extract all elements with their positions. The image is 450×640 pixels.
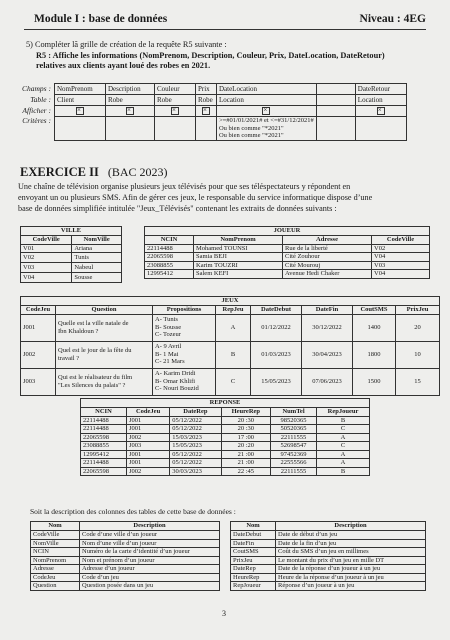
grid-label-champs: Champs : (22, 84, 51, 93)
table-cell: Sousse (72, 273, 122, 283)
query-grid (20, 83, 407, 141)
cell-line: C- Nouri Bouzid (155, 385, 199, 393)
table-cell: 1400 (353, 314, 396, 341)
table-row (31, 531, 220, 540)
table-cell: A (317, 450, 370, 459)
column-header: PrixJeu (396, 305, 440, 314)
exercice-heading (20, 165, 168, 180)
table-cell: 22 :45 (221, 467, 271, 476)
cell-line: Ibn Khaldoun ? (58, 327, 99, 335)
table-cell: C (216, 368, 251, 395)
table-cell: C (317, 442, 370, 451)
column-header: Description (80, 522, 220, 531)
table-row (21, 253, 122, 263)
table-cell: 12995412 (145, 270, 194, 279)
column-header: DateRep (170, 407, 221, 416)
column-header: Propositions (153, 305, 216, 314)
cell-line: B- Sousse (155, 323, 182, 331)
table-cell: 30/12/2022 (302, 314, 353, 341)
table-cell: V03 (21, 263, 72, 273)
column-header: Question (56, 305, 153, 314)
table-row (21, 263, 122, 273)
table-cell: J002 (126, 467, 169, 476)
cell-line: C- Tozeur (155, 331, 181, 339)
grid-cell: Client (54, 95, 105, 106)
column-header: CodeJeu (21, 305, 56, 314)
table-cell: V01 (21, 244, 72, 253)
show-checkbox[interactable] (262, 107, 270, 115)
paragraph-line: base de données simplifiée intitulée "Jeux_Télévisés" contenant les extraits de données suivants : (18, 203, 337, 213)
table-cell: Avenue Hedi Chaker (283, 270, 372, 279)
table-cell: Code d’un jeu (80, 573, 220, 582)
grid-cell: Robe (105, 95, 154, 106)
table-row (81, 433, 370, 442)
criteria-line: Ou bien comme "*2021" (218, 124, 284, 132)
table-row (81, 450, 370, 459)
column-header: CodeVille (372, 235, 430, 244)
table-cell: 22114488 (81, 459, 127, 468)
page-header (24, 11, 426, 30)
table-cell: Numéro de la carte d’identité d’un joueur (80, 548, 220, 557)
table-row (81, 442, 370, 451)
table-cell: J001 (126, 425, 169, 434)
column-header: HeureRep (221, 407, 271, 416)
table-cell: 30/04/2023 (302, 341, 353, 368)
table-cell: 05/12/2022 (170, 416, 221, 425)
table-cell: Réponse d’un joueur à un jeu (276, 582, 426, 591)
table-cell: 20 :20 (221, 442, 271, 451)
table-cell: 20 :30 (221, 425, 271, 434)
table-cell: B (317, 467, 370, 476)
table-cell: Date de la fin d’un jeu (276, 539, 426, 548)
table-description-1 (30, 521, 220, 591)
table-cell: CoutSMS (231, 548, 276, 557)
table-cell: 52698547 (271, 442, 317, 451)
table-cell: Ariana (72, 244, 122, 253)
table-cell: V04 (372, 253, 430, 262)
table-cell: 20 (396, 314, 440, 341)
table-row (31, 539, 220, 548)
table-row (81, 425, 370, 434)
grid-label-table: Table : (30, 95, 51, 104)
table-row (31, 573, 220, 582)
table-cell: DateFin (231, 539, 276, 548)
table-cell (105, 117, 154, 141)
table-cell: 01/12/2022 (251, 314, 302, 341)
table-cell: A (317, 433, 370, 442)
table-cell: 15/03/2023 (170, 433, 221, 442)
table-cell (56, 368, 153, 395)
table-row (31, 556, 220, 565)
column-header: DateDebut (251, 305, 302, 314)
column-header: NCIN (145, 235, 194, 244)
table-row (231, 539, 426, 548)
table-cell: NCIN (31, 548, 80, 557)
criteria-line: >=#01/01/2021# et <=#31/12/2021# (218, 117, 314, 124)
table-cell: J002 (21, 341, 56, 368)
table-cell: A (317, 459, 370, 468)
table-cell: 05/12/2022 (170, 450, 221, 459)
grid-label-criteres: Critères : (22, 116, 51, 125)
table-cell: 01/03/2023 (251, 341, 302, 368)
table-cell: Heure de la réponse d’un joueur à un jeu (276, 573, 426, 582)
table-cell: J003 (21, 368, 56, 395)
table-cell: Mohamed TOUNSI (194, 244, 283, 253)
table-cell: 12995412 (81, 450, 127, 459)
table-cell: HeureRep (231, 573, 276, 582)
table-cell: J001 (126, 416, 169, 425)
cell-line: Qui est le réalisateur du film (58, 374, 133, 381)
table-cell: Date de la réponse d’un joueur à un jeu (276, 565, 426, 574)
table-cell: B (317, 416, 370, 425)
table-ville (20, 226, 122, 283)
grid-cell: Robe (195, 95, 216, 106)
table-cell: V02 (372, 244, 430, 253)
grid-cell: DateLocation (216, 84, 316, 95)
table-cell: Rue de la liberté (283, 244, 372, 253)
column-header: NumTel (271, 407, 317, 416)
table-cell: 1500 (353, 368, 396, 395)
table-row (21, 341, 440, 368)
table-cell (56, 341, 153, 368)
table-cell: B (216, 341, 251, 368)
column-header: Description (276, 522, 426, 531)
grid-cell: Location (355, 95, 406, 106)
table-cell: 17 :00 (221, 433, 271, 442)
paragraph-line: Une chaîne de télévision organise plusieurs jeux télévisés pour que ses téléspectateurs y répondent en (18, 182, 351, 191)
table-cell: CodeVille (31, 531, 80, 540)
table-cell: 22065598 (145, 253, 194, 262)
table-cell (54, 106, 105, 117)
table-cell: Tunis (72, 253, 122, 263)
table-row (145, 244, 430, 253)
show-checkbox[interactable] (171, 107, 179, 115)
table-cell: 50520365 (271, 425, 317, 434)
show-checkbox[interactable] (76, 107, 84, 115)
table-cell: DateDebut (231, 531, 276, 540)
table-cell: 97452369 (271, 450, 317, 459)
grid-cell (316, 95, 355, 106)
table-cell (154, 106, 195, 117)
grid-cell: NomPrenom (54, 84, 105, 95)
column-header: CodeJeu (126, 407, 169, 416)
table-row (21, 314, 440, 341)
criteria-line: Ou bien comme "*2021" (218, 132, 284, 139)
table-cell: J002 (126, 433, 169, 442)
table-cell: Cité Mourouj (283, 261, 372, 270)
table-cell: V04 (21, 273, 72, 283)
table-cell: Samia BEJI (194, 253, 283, 262)
table-cell: Question (31, 582, 80, 591)
table-cell (355, 106, 406, 117)
table-row (145, 261, 430, 270)
table-cell: 10 (396, 341, 440, 368)
table-cell: Salem KEFI (194, 270, 283, 279)
table-cell: 23088855 (81, 442, 127, 451)
table-cell: 15/05/2023 (251, 368, 302, 395)
description-intro: Soit la description des colonnes des tables de cette base de données : (30, 507, 236, 516)
table-row (145, 253, 430, 262)
cell-line: Quelle est la ville natale de (58, 320, 129, 327)
column-header: Nom (31, 522, 80, 531)
table-cell: NomPrenom (31, 556, 80, 565)
page-number: 3 (222, 609, 226, 618)
table-cell: Adresse d’un joueur (80, 565, 220, 574)
exercice-title: EXERCICE II (20, 165, 99, 179)
table-cell: PrixJeu (231, 556, 276, 565)
table-cell (54, 117, 105, 141)
column-header: Adresse (283, 235, 372, 244)
exercice-subtitle: (BAC 2023) (107, 165, 168, 179)
table-row (231, 556, 426, 565)
table-cell: J001 (21, 314, 56, 341)
table-cell: J001 (126, 459, 169, 468)
cell-line: "Les Silences du palais" ? (58, 381, 126, 389)
table-cell: Le montant du prix d’un jeu en mille DT (276, 556, 426, 565)
cell-line: A- Karim Dridi (155, 370, 196, 378)
table-cell: 05/12/2022 (170, 459, 221, 468)
grid-cell: Couleur (154, 84, 195, 95)
q5-line-1: 5) Compléter lã grille de création de la requête R5 suivante : (26, 40, 227, 49)
table-cell: 30/03/2023 (170, 467, 221, 476)
table-title: JEUX (21, 297, 440, 306)
table-row (31, 565, 220, 574)
table-joueur (144, 226, 430, 279)
cell-line: B- 1 Mai (155, 350, 179, 358)
table-cell: 22114488 (145, 244, 194, 253)
grid-label-afficher: Afficher : (22, 106, 51, 115)
table-cell: C (317, 425, 370, 434)
column-header: RepJoueur (317, 407, 370, 416)
table-cell: V03 (372, 261, 430, 270)
table-cell (195, 106, 216, 117)
table-cell (154, 117, 195, 141)
column-header: RepJeu (216, 305, 251, 314)
table-title: VILLE (21, 227, 122, 236)
table-cell (153, 314, 216, 341)
q5-line-2: R5 : Affiche les informations (NomPrenom, Description, Couleur, Prix, DateLocation, DateRetour) (36, 50, 385, 60)
column-header: NomVille (72, 235, 122, 244)
table-cell: Karim TOUZRI (194, 261, 283, 270)
table-reponse (80, 398, 370, 476)
table-cell: V04 (372, 270, 430, 279)
table-cell: Cité Zouhour (283, 253, 372, 262)
column-header: CoutSMS (353, 305, 396, 314)
table-title: JOUEUR (145, 227, 430, 236)
column-header: Nom (231, 522, 276, 531)
table-row (21, 244, 122, 253)
table-cell: Nom et prénom d’un joueur (80, 556, 220, 565)
table-cell: J001 (126, 450, 169, 459)
show-checkbox[interactable] (377, 107, 385, 115)
cell-line: B- Omar Khlifi (155, 377, 196, 385)
table-cell: 98520365 (271, 416, 317, 425)
table-cell: Coût du SMS d’un jeu en millimes (276, 548, 426, 557)
table-cell: 22065598 (81, 433, 127, 442)
table-row (81, 467, 370, 476)
table-cell: Question posée dans un jeu (80, 582, 220, 591)
column-header: NomPrenom (194, 235, 283, 244)
grid-cell: Prix (195, 84, 216, 95)
table-jeux (20, 296, 440, 396)
question-5 (26, 40, 426, 72)
table-cell (195, 117, 216, 141)
show-checkbox[interactable] (126, 107, 134, 115)
grid-cell: DateRetour (355, 84, 406, 95)
table-cell: 22111555 (271, 467, 317, 476)
table-cell: 07/06/2023 (302, 368, 353, 395)
table-row (231, 565, 426, 574)
table-cell (153, 341, 216, 368)
table-cell: Adresse (31, 565, 80, 574)
table-cell: 1800 (353, 341, 396, 368)
table-cell: Date de début d’un jeu (276, 531, 426, 540)
grid-cell: Location (216, 95, 316, 106)
table-row (231, 548, 426, 557)
table-row (31, 582, 220, 591)
column-header: NCIN (81, 407, 127, 416)
show-checkbox[interactable] (202, 107, 210, 115)
table-cell (105, 106, 154, 117)
niveau-label: Niveau : 4EG (359, 13, 426, 25)
table-row (81, 459, 370, 468)
table-cell: 22114488 (81, 416, 127, 425)
intro-paragraph (18, 182, 432, 214)
column-header: DateFin (302, 305, 353, 314)
table-cell: 15/05/2023 (170, 442, 221, 451)
table-cell (316, 117, 355, 141)
table-row (21, 368, 440, 395)
cell-line: A- Tunis (155, 316, 178, 324)
table-cell: A (216, 314, 251, 341)
table-cell: 22555566 (271, 459, 317, 468)
table-cell: J003 (126, 442, 169, 451)
table-cell: 22065598 (81, 467, 127, 476)
cell-line: C- 21 Mars (155, 358, 185, 366)
table-row (145, 270, 430, 279)
table-cell (355, 117, 406, 141)
table-cell: 21 :00 (221, 459, 271, 468)
table-cell: 21 :00 (221, 450, 271, 459)
module-title: Module I : base de données (34, 13, 168, 25)
table-cell: 22111555 (271, 433, 317, 442)
table-cell: 23088855 (145, 261, 194, 270)
grid-cell (316, 84, 355, 95)
table-row (231, 582, 426, 591)
table-cell (216, 106, 316, 117)
table-cell: 20 :30 (221, 416, 271, 425)
table-cell: DateRep (231, 565, 276, 574)
criteria-cell (216, 117, 316, 141)
table-row (21, 273, 122, 283)
table-cell: 15 (396, 368, 440, 395)
grid-cell: Robe (154, 95, 195, 106)
table-cell: Nabeul (72, 263, 122, 273)
table-title: REPONSE (81, 399, 370, 408)
table-cell (153, 368, 216, 395)
table-cell (56, 314, 153, 341)
table-cell: Code d’une ville d’un joueur (80, 531, 220, 540)
table-cell: Nom d’une ville d’un joueur (80, 539, 220, 548)
table-row (31, 548, 220, 557)
table-row (231, 531, 426, 540)
cell-line: Quel est le jour de la fête du (58, 347, 132, 354)
table-cell: 22114488 (81, 425, 127, 434)
table-cell: RepJoueur (231, 582, 276, 591)
table-cell: 05/12/2022 (170, 425, 221, 434)
table-cell: NomVille (31, 539, 80, 548)
grid-cell: Description (105, 84, 154, 95)
table-cell: CodeJeu (31, 573, 80, 582)
table-row (231, 573, 426, 582)
cell-line: A- 9 Avril (155, 343, 182, 351)
column-header: CodeVille (21, 235, 72, 244)
table-cell (316, 106, 355, 117)
q5-line-3: relatives aux clients ayant loué des robes en 2021. (36, 61, 211, 70)
table-cell: V02 (21, 253, 72, 263)
table-row (81, 416, 370, 425)
table-description-2 (230, 521, 426, 591)
cell-line: travail ? (58, 354, 80, 362)
paragraph-line: envoyant un ou plusieurs SMS. Afin de gérer ces jeux, le responsable du service informatique dispose d’une (18, 192, 373, 202)
